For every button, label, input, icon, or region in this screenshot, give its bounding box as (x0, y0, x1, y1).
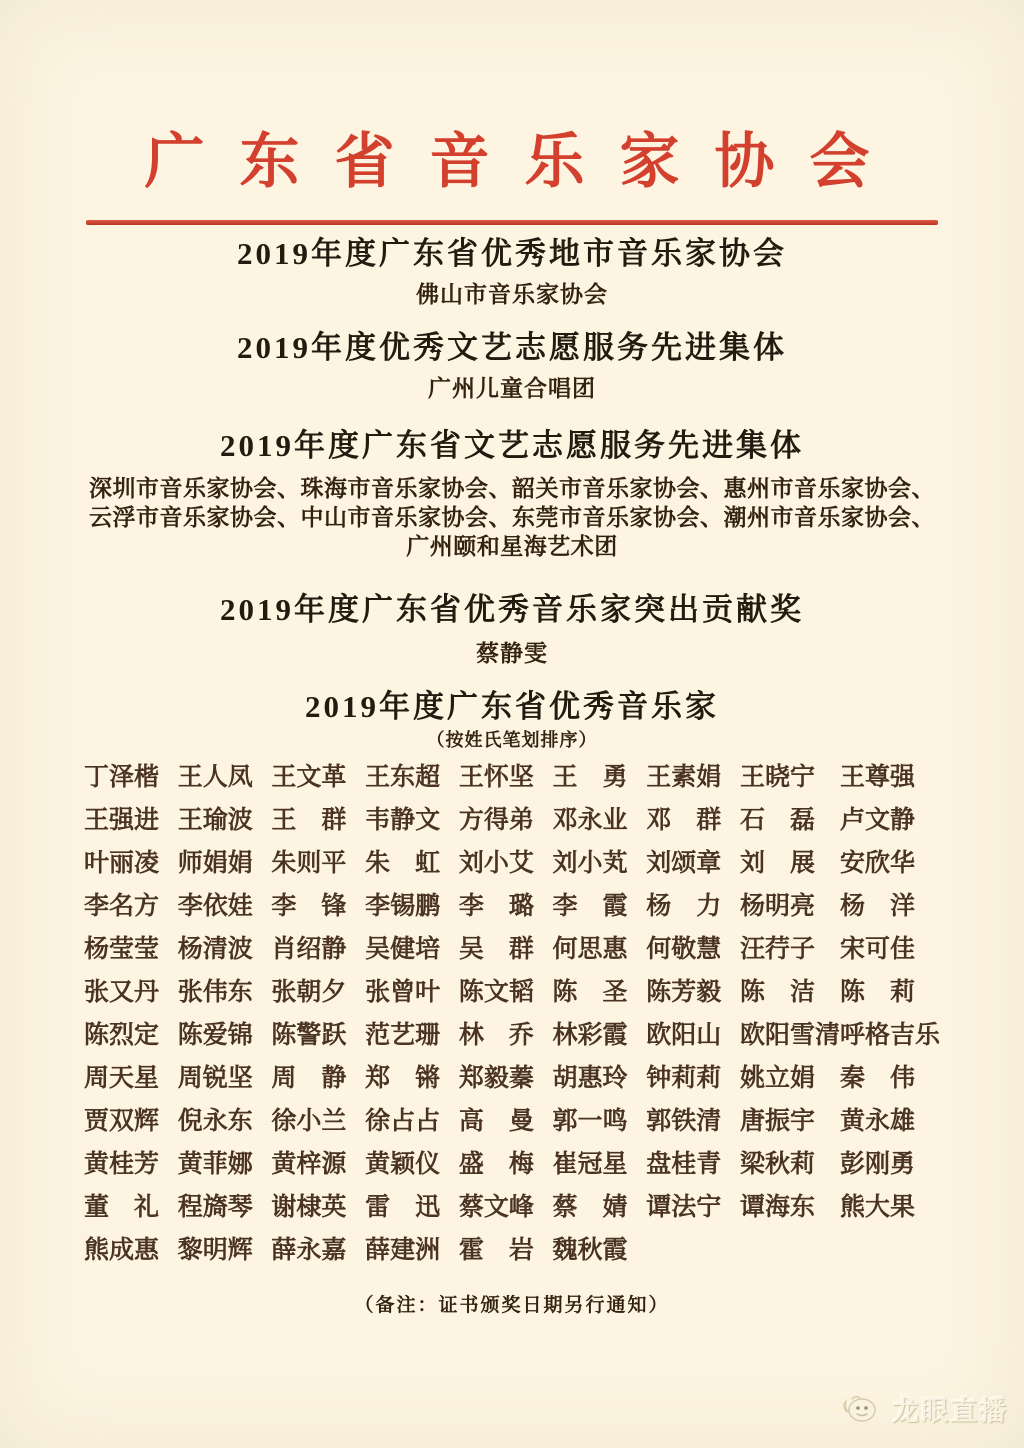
musician-name: 安欣华 (839, 849, 915, 877)
musician-name: 薛建洲 (365, 1236, 441, 1264)
musician-name: 周天星 (84, 1064, 160, 1092)
empty-cell (840, 1226, 940, 1269)
musician-name: 王东超 (365, 763, 441, 791)
musician-name: 王人凤 (177, 763, 253, 791)
award-section-outstanding-contribution (0, 591, 1024, 668)
musician-name: 王文革 (271, 763, 347, 791)
musician-name: 李锡鹏 (365, 892, 441, 920)
musician-name: 吴健培 (365, 935, 441, 963)
musician-name: 何思惠 (552, 935, 628, 963)
musician-name: 张伟东 (177, 978, 253, 1006)
musician-name: 郑 锵 (365, 1064, 441, 1092)
musician-name: 黄永雄 (839, 1107, 915, 1135)
musician-name: 郭铁清 (646, 1107, 722, 1135)
musician-name: 李名方 (84, 892, 160, 920)
musician-name: 杨清波 (177, 935, 253, 963)
musician-name: 王晓宁 (739, 763, 815, 791)
musician-name: 王 勇 (552, 763, 628, 791)
award-heading-outstanding-contribution: 2019年度广东省优秀音乐家突出贡献奖 (220, 591, 804, 627)
musician-name: 盛 梅 (458, 1150, 534, 1178)
musician-name: 魏秋霞 (552, 1236, 628, 1264)
musician-name: 徐小兰 (271, 1107, 347, 1135)
award-heading-volunteer-collective: 2019年度优秀文艺志愿服务先进集体 (237, 329, 787, 365)
watermark-label: 龙眼直播 (892, 1396, 1008, 1426)
musician-name: 陈 圣 (552, 978, 628, 1006)
musician-name: 杨莹莹 (84, 935, 160, 963)
musician-name: 何敬慧 (646, 935, 722, 963)
musician-name: 李依娃 (177, 892, 253, 920)
musician-name: 朱 虹 (365, 849, 441, 877)
sort-order-note: （按姓氏笔划排序） (426, 729, 598, 750)
musician-name: 倪永东 (177, 1107, 253, 1135)
musician-name: 熊成惠 (84, 1236, 160, 1264)
musician-name: 谭法宁 (646, 1193, 722, 1221)
musician-name: 张曾叶 (365, 978, 441, 1006)
musician-name: 钟莉莉 (646, 1064, 722, 1092)
award-recipient-line: 广州颐和星海艺术团 (406, 533, 618, 559)
musician-name: 黄菲娜 (177, 1150, 253, 1178)
award-heading-province-volunteer-collective: 2019年度广东省文艺志愿服务先进集体 (220, 427, 804, 463)
musician-name: 欧阳雪清 (739, 1021, 840, 1049)
musician-name: 郑毅蓁 (458, 1064, 534, 1092)
musician-name: 刘颂章 (646, 849, 722, 877)
musician-name: 蔡文峰 (458, 1193, 534, 1221)
musician-name: 宋可佳 (839, 935, 915, 963)
musician-name: 肖绍静 (271, 935, 347, 963)
musician-name: 方得弟 (458, 806, 534, 834)
musician-name: 彭刚勇 (839, 1150, 915, 1178)
musician-name: 朱则平 (271, 849, 347, 877)
musician-name: 黄梓源 (271, 1150, 347, 1178)
musician-name: 陈烈定 (84, 1021, 160, 1049)
musician-name: 贾双辉 (84, 1107, 160, 1135)
musician-name: 盘桂青 (646, 1150, 722, 1178)
musician-name: 王 群 (271, 806, 347, 834)
award-section-city-association (0, 235, 1024, 309)
award-recipient: 广州儿童合唱团 (428, 375, 596, 401)
musician-name: 欧阳山 (646, 1021, 722, 1049)
musician-name: 石 磊 (739, 806, 815, 834)
musician-name: 刘小艾 (458, 849, 534, 877)
musicians-name-grid (84, 753, 940, 1269)
award-recipient: 蔡静雯 (476, 640, 548, 666)
musician-name: 杨明亮 (739, 892, 815, 920)
empty-cell (646, 1226, 740, 1269)
musician-name: 陈 洁 (739, 978, 815, 1006)
musician-name: 黄颖仪 (365, 1150, 441, 1178)
award-heading-outstanding-musicians: 2019年度广东省优秀音乐家 (305, 688, 719, 724)
musician-name: 林 乔 (458, 1021, 534, 1049)
musician-name: 刘小芄 (552, 849, 628, 877)
musician-name: 唐振宇 (739, 1107, 815, 1135)
musician-name: 叶丽凌 (84, 849, 160, 877)
musician-name: 陈芳毅 (646, 978, 722, 1006)
musician-name: 邓永业 (552, 806, 628, 834)
musician-name: 黄桂芳 (84, 1150, 160, 1178)
award-section-outstanding-musicians (0, 688, 1024, 1270)
musician-name: 程旖琴 (177, 1193, 253, 1221)
musician-name: 薛永嘉 (271, 1236, 347, 1264)
musician-name: 杨 洋 (839, 892, 915, 920)
musician-name: 霍 岩 (458, 1236, 534, 1264)
musician-name: 丁泽楷 (84, 763, 160, 791)
musician-name: 王怀坚 (458, 763, 534, 791)
musician-name: 陈警跃 (271, 1021, 347, 1049)
musician-name: 王瑜波 (177, 806, 253, 834)
watermark (840, 1389, 1008, 1428)
musician-name: 师娟娟 (177, 849, 253, 877)
musician-name: 王尊强 (839, 763, 915, 791)
musician-name: 梁秋莉 (739, 1150, 815, 1178)
musician-name: 谭海东 (739, 1193, 815, 1221)
musician-name: 刘 展 (739, 849, 815, 877)
musician-name: 周锐坚 (177, 1064, 253, 1092)
musician-name: 秦 伟 (839, 1064, 915, 1092)
award-recipient: 佛山市音乐家协会 (416, 282, 608, 308)
musician-name: 王强进 (84, 806, 160, 834)
musician-name: 张朝夕 (271, 978, 347, 1006)
award-recipient-line: 深圳市音乐家协会、珠海市音乐家协会、韶关市音乐家协会、惠州市音乐家协会、 (89, 475, 935, 501)
red-divider-line (86, 220, 938, 225)
musician-name: 卢文静 (839, 806, 915, 834)
musician-name: 周 静 (271, 1064, 347, 1092)
musician-name: 蔡 婧 (552, 1193, 628, 1221)
musician-name: 胡惠玲 (552, 1064, 628, 1092)
musician-name: 董 礼 (84, 1193, 160, 1221)
musician-name: 陈文韬 (458, 978, 534, 1006)
musician-name: 李 璐 (458, 892, 534, 920)
musician-name: 林彩霞 (552, 1021, 628, 1049)
musician-name: 高 曼 (458, 1107, 534, 1135)
musician-name: 陈爱锦 (177, 1021, 253, 1049)
musician-name: 陈 莉 (839, 978, 915, 1006)
musician-name: 徐占占 (365, 1107, 441, 1135)
musician-name: 黎明辉 (177, 1236, 253, 1264)
empty-cell (740, 1226, 840, 1269)
footnote: （备注：证书颁奖日期另行通知） (354, 1295, 670, 1317)
musician-name: 李 霞 (552, 892, 628, 920)
award-section-volunteer-collective (0, 329, 1024, 403)
musician-name: 韦静文 (365, 806, 441, 834)
musician-name: 汪荇子 (739, 935, 815, 963)
longan-mascot-icon (840, 1391, 884, 1427)
musician-name: 邓 群 (646, 806, 722, 834)
awards-list (0, 235, 1024, 1269)
musician-name: 姚立娟 (739, 1064, 815, 1092)
org-title: 广 东 省 音 乐 家 协 会 (144, 129, 880, 195)
award-recipient-line: 云浮市音乐家协会、中山市音乐家协会、东莞市音乐家协会、潮州市音乐家协会、 (89, 504, 935, 530)
musician-name: 张又丹 (84, 978, 160, 1006)
musician-name: 王素娟 (646, 763, 722, 791)
musician-name: 雷 迅 (365, 1193, 441, 1221)
musician-name: 吴 群 (458, 935, 534, 963)
musician-name: 崔冠星 (552, 1150, 628, 1178)
award-heading-city-association: 2019年度广东省优秀地市音乐家协会 (237, 236, 787, 271)
musician-name: 杨 力 (646, 892, 722, 920)
award-recipient-lines (0, 474, 1024, 561)
musician-name: 郭一鸣 (552, 1107, 628, 1135)
musician-name: 李 锋 (271, 892, 347, 920)
award-section-province-volunteer-collective (0, 427, 1024, 561)
musician-name: 谢棣英 (271, 1193, 347, 1221)
musician-name: 范艺珊 (365, 1021, 441, 1049)
musician-name: 呼格吉乐 (839, 1021, 940, 1049)
musician-name: 熊大果 (839, 1193, 915, 1221)
